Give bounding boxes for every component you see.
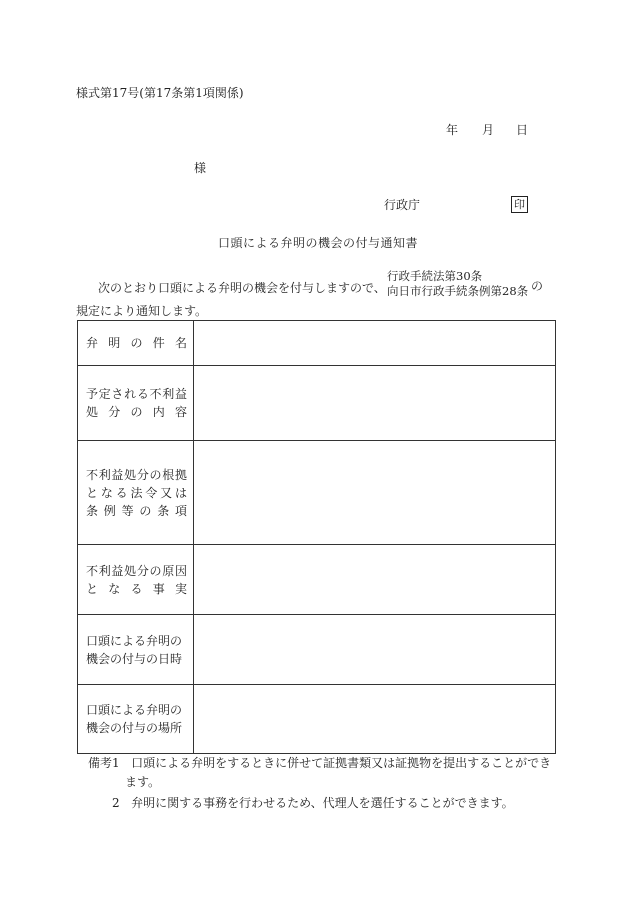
row-value-datetime[interactable] bbox=[194, 615, 556, 685]
row-label-subject bbox=[78, 321, 194, 366]
note-2-text: 弁明に関する事務を行わせるため、代理人を選任することができます。 bbox=[131, 796, 514, 810]
date-month-label: 月 bbox=[482, 123, 495, 137]
date-year-label: 年 bbox=[446, 123, 459, 137]
row-label-line: 弁 明 の 件 名 bbox=[86, 336, 187, 350]
note-1-prefix: 備考1 bbox=[88, 756, 120, 770]
seal-mark: 印 bbox=[511, 196, 528, 213]
law-option-2: 向日市行政手続条例第28条 bbox=[387, 284, 529, 298]
intro-line-1: 次のとおり口頭による弁明の機会を付与しますので、 bbox=[98, 281, 386, 295]
form-number: 様式第17号(第17条第1項関係) bbox=[76, 86, 244, 100]
row-label-line: となる法令又は bbox=[86, 485, 187, 500]
row-label-line: 不利益処分の原因 bbox=[86, 563, 187, 578]
row-label-line: 条 例 等 の 条 項 bbox=[86, 503, 187, 518]
table-row bbox=[78, 685, 556, 754]
row-label-legal-basis bbox=[78, 441, 194, 545]
agency-label: 行政庁 bbox=[384, 198, 421, 212]
row-label-line: と な る 事 実 bbox=[86, 581, 187, 596]
note-2-prefix: 2 bbox=[112, 796, 120, 810]
row-label-line: 機会の付与の日時 bbox=[86, 651, 183, 666]
date-day-label: 日 bbox=[516, 123, 529, 137]
row-value-cause[interactable] bbox=[194, 545, 556, 615]
document-title: 口頭による弁明の機会の付与通知書 bbox=[218, 236, 419, 250]
intro-line-2: 規定により通知します。 bbox=[76, 304, 208, 318]
note-1 bbox=[88, 756, 551, 770]
law-option-1: 行政手続法第30条 bbox=[387, 269, 483, 283]
table-row bbox=[78, 441, 556, 545]
row-label-line: 予定される不利益 bbox=[86, 387, 187, 401]
table-row bbox=[78, 366, 556, 441]
note-2 bbox=[112, 796, 514, 810]
row-label-place bbox=[78, 685, 194, 754]
row-value-disposition[interactable] bbox=[194, 366, 556, 441]
notice-table bbox=[77, 320, 556, 754]
intro-particle: の bbox=[531, 279, 544, 293]
row-label-line: 機会の付与の場所 bbox=[86, 721, 183, 735]
row-label-line: 口頭による弁明の bbox=[86, 633, 183, 648]
row-label-disposition bbox=[78, 366, 194, 441]
row-label-datetime bbox=[78, 615, 194, 685]
row-value-place[interactable] bbox=[194, 685, 556, 754]
note-1-text: 口頭による弁明をするときに併せて証拠書類又は証拠物を提出することができ bbox=[131, 756, 552, 770]
row-value-legal-basis[interactable] bbox=[194, 441, 556, 545]
table-row bbox=[78, 615, 556, 685]
row-label-cause bbox=[78, 545, 194, 615]
row-label-line: 口頭による弁明の bbox=[86, 703, 183, 717]
table-row bbox=[78, 545, 556, 615]
row-label-line: 処 分 の 内 容 bbox=[86, 405, 187, 419]
recipient-suffix: 様 bbox=[194, 161, 207, 175]
table-row bbox=[78, 321, 556, 366]
note-1-continuation: ます。 bbox=[125, 775, 161, 789]
row-label-line: 不利益処分の根拠 bbox=[86, 467, 187, 482]
row-value-subject[interactable] bbox=[194, 321, 556, 366]
